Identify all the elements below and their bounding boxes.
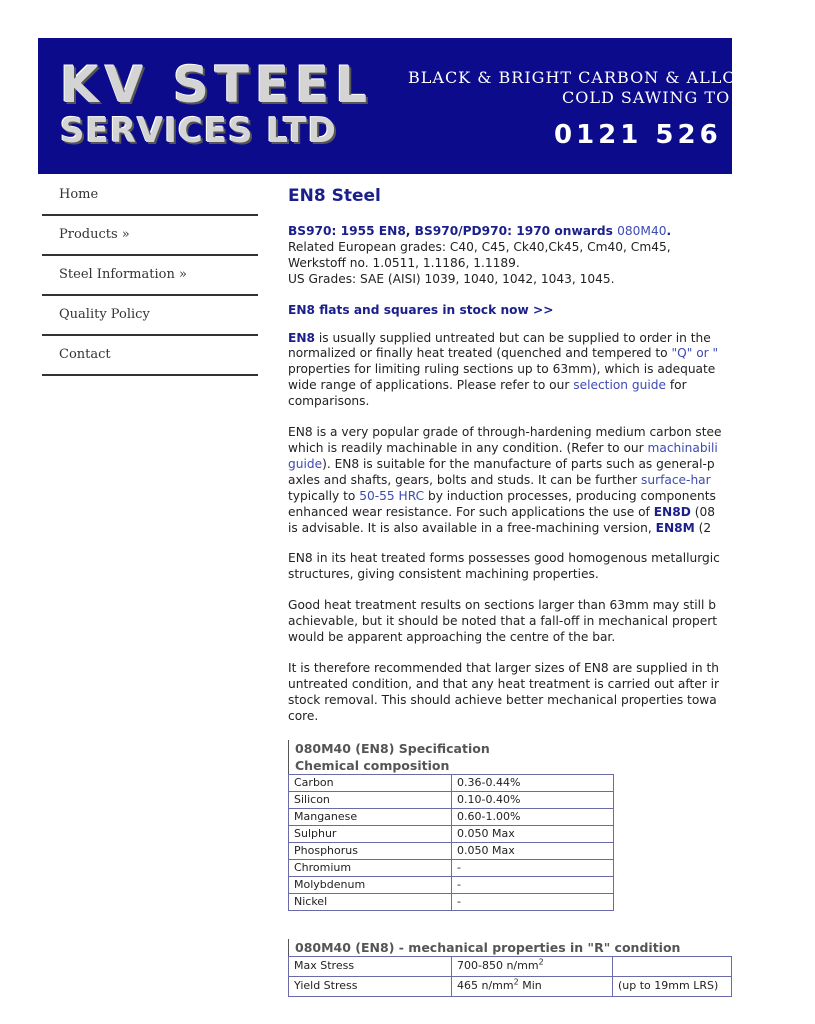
selection-guide-link[interactable]: selection guide bbox=[573, 378, 666, 393]
header-tagline-2: COLD SAWING TO LE bbox=[562, 88, 761, 107]
paragraph-4 bbox=[288, 598, 768, 646]
en8m-link[interactable]: EN8M bbox=[655, 520, 695, 535]
element-name: Manganese bbox=[289, 808, 452, 825]
p5-line-4: core. bbox=[288, 708, 319, 723]
spec-table-section bbox=[288, 740, 768, 911]
paragraph-1 bbox=[288, 331, 768, 411]
p1-line-4b: for bbox=[665, 378, 687, 393]
table-row bbox=[289, 956, 732, 976]
unit-superscript: 2 bbox=[538, 957, 544, 967]
p4-line-2: achievable, but it should be noted that a fall-off in mechanical propert bbox=[288, 614, 718, 629]
p2-line-5b: by induction processes, producing components bbox=[424, 488, 716, 503]
element-value: 0.050 Max bbox=[452, 842, 614, 859]
en8d-link[interactable]: EN8D bbox=[653, 504, 691, 519]
p1-line-1: is usually supplied untreated but can be supplied to order in the bbox=[315, 330, 711, 345]
p1-line-3: properties for limiting ruling sections up to 63mm), which is adequate bbox=[288, 362, 716, 377]
site-header bbox=[38, 38, 815, 174]
p1-line-5: comparisons. bbox=[288, 394, 370, 409]
paragraph-2 bbox=[288, 425, 768, 536]
surface-hardening-link[interactable]: surface-har bbox=[641, 472, 711, 487]
property-note bbox=[613, 956, 732, 976]
property-name: Yield Stress bbox=[289, 976, 452, 996]
grades-heading bbox=[288, 224, 671, 238]
header-tagline-1: BLACK & BRIGHT CARBON & ALLOY STEEL bbox=[408, 68, 815, 87]
nav-item-steel-information[interactable]: Steel Information » bbox=[42, 256, 258, 296]
q-or-t-link[interactable]: "Q" or " bbox=[671, 346, 719, 361]
p2-line-4: axles and shafts, gears, bolts and studs. It can be further bbox=[288, 472, 642, 487]
property-note: (up to 19mm LRS) bbox=[613, 976, 732, 996]
table-row bbox=[289, 893, 614, 910]
p1-line-4: wide range of applications. Please refer to our bbox=[288, 378, 574, 393]
grades-main: BS970: 1955 EN8, BS970/PD970: 1970 onwards bbox=[288, 224, 613, 238]
p2-line-7: is advisable. It is also available in a free-machining version, bbox=[288, 520, 656, 535]
nav-item-contact[interactable]: Contact bbox=[42, 336, 258, 376]
machinability-guide-link[interactable]: guide bbox=[288, 456, 323, 471]
element-name: Molybdenum bbox=[289, 876, 452, 893]
element-value: 0.60-1.00% bbox=[452, 808, 614, 825]
element-name: Nickel bbox=[289, 893, 452, 910]
property-value bbox=[452, 976, 613, 996]
sidebar-nav bbox=[42, 176, 258, 376]
table-row bbox=[289, 976, 732, 996]
p5-line-3: stock removal. This should achieve better mechanical properties towa bbox=[288, 692, 717, 707]
table-row bbox=[289, 859, 614, 876]
nav-item-products[interactable]: Products » bbox=[42, 216, 258, 256]
p2-line-3: ). EN8 is suitable for the manufacture of parts such as general-p bbox=[322, 456, 715, 471]
p5-line-2: untreated condition, and that any heat treatment is carried out after ir bbox=[288, 676, 720, 691]
p3-line-2: structures, giving consistent machining properties. bbox=[288, 567, 599, 582]
header-phone: 0121 526 56 bbox=[554, 120, 779, 150]
property-name: Max Stress bbox=[289, 956, 452, 976]
table-row bbox=[289, 876, 614, 893]
chemical-composition-table bbox=[288, 774, 614, 911]
grades-section bbox=[288, 224, 768, 288]
element-value: 0.050 Max bbox=[452, 825, 614, 842]
spec-table-title: 080M40 (EN8) Specification bbox=[288, 740, 768, 757]
element-value: - bbox=[452, 859, 614, 876]
element-name: Silicon bbox=[289, 791, 452, 808]
element-name: Carbon bbox=[289, 774, 452, 791]
p4-line-3: would be apparent approaching the centre of the bar. bbox=[288, 630, 616, 645]
p2-line-6: enhanced wear resistance. For such applications the use of bbox=[288, 504, 654, 519]
element-value: 0.36-0.44% bbox=[452, 774, 614, 791]
p2-line-5: typically to bbox=[288, 488, 360, 503]
p5-line-1: It is therefore recommended that larger sizes of EN8 are supplied in th bbox=[288, 660, 719, 675]
mechanical-properties-table bbox=[288, 956, 732, 997]
logo-line-1: KV STEEL bbox=[60, 56, 374, 114]
p2-line-7b: (2 bbox=[694, 520, 712, 535]
element-name: Phosphorus bbox=[289, 842, 452, 859]
nav-item-quality-policy[interactable]: Quality Policy bbox=[42, 296, 258, 336]
related-grades-line-1: Related European grades: C40, C45, Ck40,Ck45, Cm40, Cm45, bbox=[288, 239, 671, 254]
us-grades: US Grades: SAE (AISI) 1039, 1040, 1042, 1043, 1045. bbox=[288, 271, 615, 286]
property-value-text: 465 n/mm bbox=[457, 979, 514, 993]
element-value: 0.10-0.40% bbox=[452, 791, 614, 808]
stock-link[interactable]: EN8 flats and squares in stock now >> bbox=[288, 302, 554, 317]
element-value: - bbox=[452, 876, 614, 893]
related-grades-line-2: Werkstoff no. 1.0511, 1.1186, 1.1189. bbox=[288, 255, 520, 270]
spec-table-subtitle: Chemical composition bbox=[288, 757, 768, 774]
company-logo[interactable] bbox=[60, 56, 374, 151]
table-row bbox=[289, 774, 614, 791]
logo-line-2: SERVICES LTD bbox=[60, 111, 337, 151]
p4-line-1: Good heat treatment results on sections larger than 63mm may still b bbox=[288, 598, 716, 613]
grade-code-link[interactable]: 080M40 bbox=[617, 224, 667, 238]
hrc-value: 50-55 HRC bbox=[359, 488, 425, 503]
unit-superscript: 2 bbox=[513, 977, 519, 987]
paragraph-3 bbox=[288, 551, 768, 583]
property-value bbox=[452, 956, 613, 976]
table-row bbox=[289, 842, 614, 859]
element-name: Sulphur bbox=[289, 825, 452, 842]
element-value: - bbox=[452, 893, 614, 910]
property-value-text: 700-850 n/mm bbox=[457, 959, 539, 973]
en8-bold: EN8 bbox=[288, 330, 316, 345]
mech-table-section bbox=[288, 939, 768, 997]
p2-line-2: which is readily machinable in any condition. (Refer to our bbox=[288, 440, 648, 455]
mech-table-title: 080M40 (EN8) - mechanical properties in "R" condition bbox=[288, 939, 768, 956]
p3-line-1: EN8 in its heat treated forms possesses good homogenous metallurgic bbox=[288, 551, 720, 566]
machinability-link[interactable]: machinabili bbox=[647, 440, 718, 455]
page-title: EN8 Steel bbox=[288, 186, 381, 206]
p2-line-1: EN8 is a very popular grade of through-hardening medium carbon stee bbox=[288, 425, 722, 440]
p1-line-2: normalized or finally heat treated (quenched and tempered to bbox=[288, 346, 672, 361]
grades-code-suffix: . bbox=[666, 224, 672, 238]
table-row bbox=[289, 825, 614, 842]
main-content bbox=[288, 184, 768, 997]
paragraph-5 bbox=[288, 661, 768, 725]
nav-item-home[interactable]: Home bbox=[42, 176, 258, 216]
p2-line-6b: (08 bbox=[690, 504, 715, 519]
property-value-suffix: Min bbox=[518, 979, 542, 993]
table-row bbox=[289, 808, 614, 825]
table-row bbox=[289, 791, 614, 808]
element-name: Chromium bbox=[289, 859, 452, 876]
